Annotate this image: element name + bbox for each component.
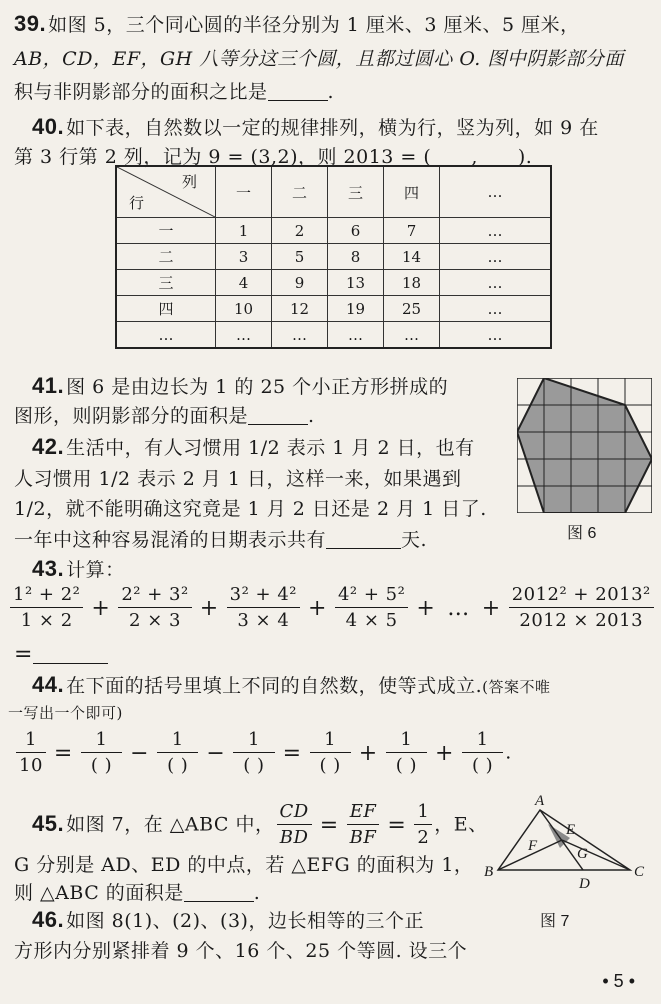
page-number: • 5 • bbox=[602, 971, 635, 991]
q44-blank-fraction[interactable]: $\frac{1}{( )}$ bbox=[157, 728, 198, 779]
table-cell: … bbox=[440, 322, 552, 349]
q44-line1: 44. 在下面的括号里填上不同的自然数，使等式成立.(答案不唯 bbox=[32, 672, 551, 697]
table-cell: 6 bbox=[328, 218, 384, 244]
q44-blank-fraction[interactable]: $\frac{1}{( )}$ bbox=[386, 728, 427, 779]
q43-number: 43. bbox=[32, 556, 65, 581]
corner-col-label: 列 bbox=[181, 173, 197, 191]
q40-col-blank[interactable] bbox=[478, 147, 518, 166]
table-row bbox=[116, 296, 551, 322]
figure-6-caption: 图 6 bbox=[567, 525, 597, 542]
figure-7-caption: 图 7 bbox=[540, 913, 570, 930]
q44-blank-fraction[interactable]: $\frac{1}{( )}$ bbox=[310, 728, 351, 779]
q43-line1: 43. 计算： bbox=[32, 556, 125, 581]
q44-blank-fraction[interactable]: $\frac{1}{( )}$ bbox=[233, 728, 274, 779]
q44-lhs-fraction: $\frac{1}{10}$ bbox=[16, 728, 46, 779]
table-cell: … bbox=[272, 322, 328, 349]
point-f: F bbox=[528, 838, 538, 854]
q44-number: 44. bbox=[32, 672, 65, 697]
row-label: 一 bbox=[116, 218, 216, 244]
q40-line1: 40. 如下表，自然数以一定的规律排列，横为行，竖为列，如 9 在 bbox=[32, 114, 599, 139]
table-cell: 7 bbox=[384, 218, 440, 244]
point-a: A bbox=[535, 793, 545, 809]
q43-fraction: $\frac{\text{2012² + 2013²}}{2012 \times 2013}$ bbox=[509, 583, 654, 634]
point-d: D bbox=[579, 876, 590, 892]
q45-fraction-ef-bf: $\frac{EF}{BF}$ bbox=[347, 800, 380, 851]
q43-expression: $\frac{\text{1² + 2²}}{1 \times 2}$ + $\frac{\text{2² + 3²}}{2 \times 3}$ + $\frac{\text{3² + 4²}}{3 \times 4}$ + $\frac{\text{4² + 5²}}{4 \times 5}$ + … + $\frac{\text{2012² + 2013²}}{2012 \times 2013}$ bbox=[8, 583, 656, 634]
q43-fraction: $\frac{\text{3² + 4²}}{3 \times 4}$ bbox=[227, 583, 300, 634]
q41-answer-blank[interactable] bbox=[248, 406, 308, 425]
table-cell: … bbox=[440, 270, 552, 296]
table-cell: 25 bbox=[384, 296, 440, 322]
table-cell: … bbox=[328, 322, 384, 349]
table-cell: … bbox=[440, 244, 552, 270]
table-cell: 3 bbox=[216, 244, 272, 270]
table-cell: … bbox=[440, 218, 552, 244]
table-cell: … bbox=[440, 296, 552, 322]
q45-line2: G 分别是 AD、ED 的中点，若 △EFG 的面积为 1， bbox=[14, 854, 474, 876]
col-header: 四 bbox=[384, 166, 440, 218]
q43-answer-blank[interactable] bbox=[33, 645, 108, 664]
col-header: … bbox=[440, 166, 552, 218]
table-row bbox=[116, 244, 551, 270]
q43-fraction: $\frac{\text{2² + 3²}}{2 \times 3}$ bbox=[118, 583, 191, 634]
q44-blank-fraction[interactable]: $\frac{1}{( )}$ bbox=[81, 728, 122, 779]
col-header: 二 bbox=[272, 166, 328, 218]
q42-line2: 人习惯用 1/2 表示 2 月 1 日，这样一来，如果遇到 bbox=[14, 468, 462, 490]
row-label: 三 bbox=[116, 270, 216, 296]
q45-line1: 45. 如图 7，在 △ABC 中， $\frac{CD}{BD}$ = $\frac{EF}{BF}$ = $\frac{1}{2}$ ，E、 bbox=[32, 800, 488, 851]
q42-answer-blank[interactable] bbox=[326, 530, 401, 549]
table-cell: 5 bbox=[272, 244, 328, 270]
q44-note: 一写出一个即可) bbox=[8, 704, 123, 722]
table-cell: 8 bbox=[328, 244, 384, 270]
q43-result: = bbox=[14, 642, 108, 667]
table-cell: 12 bbox=[272, 296, 328, 322]
q40-line2: 第 3 行第 2 列，记为 9 = (3,2)，则 2013 = ( , ). bbox=[14, 146, 533, 168]
q41-line2: 图形，则阴影部分的面积是 . bbox=[14, 405, 315, 427]
q42-number: 42. bbox=[32, 434, 65, 459]
q40-number: 40. bbox=[32, 114, 65, 139]
table-row bbox=[116, 218, 551, 244]
q46-number: 46. bbox=[32, 907, 65, 932]
col-header: 一 bbox=[216, 166, 272, 218]
q45-number: 45. bbox=[32, 810, 65, 836]
figure-6-shaded-region bbox=[517, 378, 652, 513]
q46-line2: 方形内分别紧排着 9 个、16 个、25 个等圆. 设三个 bbox=[14, 940, 468, 962]
q45-answer-blank[interactable] bbox=[184, 883, 254, 902]
table-cell: 10 bbox=[216, 296, 272, 322]
figure-6-grid bbox=[517, 378, 652, 513]
q39-line1: 39. 如图 5，三个同心圆的半径分别为 1 厘米、3 厘米、5 厘米， bbox=[14, 11, 580, 36]
q46-line1: 46. 如图 8(1)、(2)、(3)，边长相等的三个正 bbox=[32, 907, 424, 932]
table-cell: 1 bbox=[216, 218, 272, 244]
table-cell: 2 bbox=[272, 218, 328, 244]
sequence-table bbox=[115, 165, 552, 349]
q39-line3: 积与非阴影部分的面积之比是 . bbox=[14, 81, 335, 103]
q41-line1: 41. 图 6 是由边长为 1 的 25 个小正方形拼成的 bbox=[32, 373, 449, 398]
q45-fraction-half: $\frac{1}{2}$ bbox=[414, 800, 432, 851]
table-cell: 9 bbox=[272, 270, 328, 296]
row-label: 二 bbox=[116, 244, 216, 270]
q42-line1: 42. 生活中，有人习惯用 1/2 表示 1 月 2 日，也有 bbox=[32, 434, 475, 459]
q44-equation: $\frac{1}{10}$ = $\frac{1}{( )}$ − $\frac{1}{( )}$ − $\frac{1}{( )}$ = $\frac{1}{( )}$ + $\frac{1}{( )}$ + $\frac{1}{( )}$ . bbox=[14, 728, 512, 779]
q45-fraction-cd-bd: $\frac{CD}{BD}$ bbox=[277, 800, 312, 851]
row-label: 四 bbox=[116, 296, 216, 322]
point-g: G bbox=[577, 846, 588, 862]
q40-row-blank[interactable] bbox=[431, 147, 471, 166]
q42-line3: 1/2，就不能明确这究竟是 1 月 2 日还是 2 月 1 日了. bbox=[14, 498, 487, 520]
table-cell: 18 bbox=[384, 270, 440, 296]
corner-row-label: 行 bbox=[129, 194, 145, 212]
row-label: … bbox=[116, 322, 216, 349]
table-row bbox=[116, 322, 551, 349]
figure-7-triangle bbox=[480, 790, 655, 895]
table-cell: … bbox=[216, 322, 272, 349]
q39-line2: AB，CD，EF，GH 八等分这三个圆，且都过圆心 O. 图中阴影部分面 bbox=[14, 48, 624, 70]
q43-fraction: $\frac{\text{4² + 5²}}{4 \times 5}$ bbox=[335, 583, 408, 634]
point-e: E bbox=[566, 822, 576, 838]
q42-line4: 一年中这种容易混淆的日期表示共有 天. bbox=[14, 529, 428, 551]
q43-fraction: $\frac{\text{1² + 2²}}{1 \times 2}$ bbox=[10, 583, 83, 634]
table-cell: 4 bbox=[216, 270, 272, 296]
table-cell: 19 bbox=[328, 296, 384, 322]
q39-number: 39. bbox=[14, 11, 47, 36]
q44-blank-fraction[interactable]: $\frac{1}{( )}$ bbox=[462, 728, 503, 779]
point-c: C bbox=[634, 864, 645, 880]
table-cell: … bbox=[384, 322, 440, 349]
q45-line3: 则 △ABC 的面积是 . bbox=[14, 882, 261, 904]
table-cell: 14 bbox=[384, 244, 440, 270]
q39-answer-blank[interactable] bbox=[268, 82, 328, 101]
q41-number: 41. bbox=[32, 373, 65, 398]
point-b: B bbox=[484, 864, 494, 880]
col-header: 三 bbox=[328, 166, 384, 218]
table-cell: 13 bbox=[328, 270, 384, 296]
table-corner-cell bbox=[116, 166, 216, 218]
table-row bbox=[116, 270, 551, 296]
